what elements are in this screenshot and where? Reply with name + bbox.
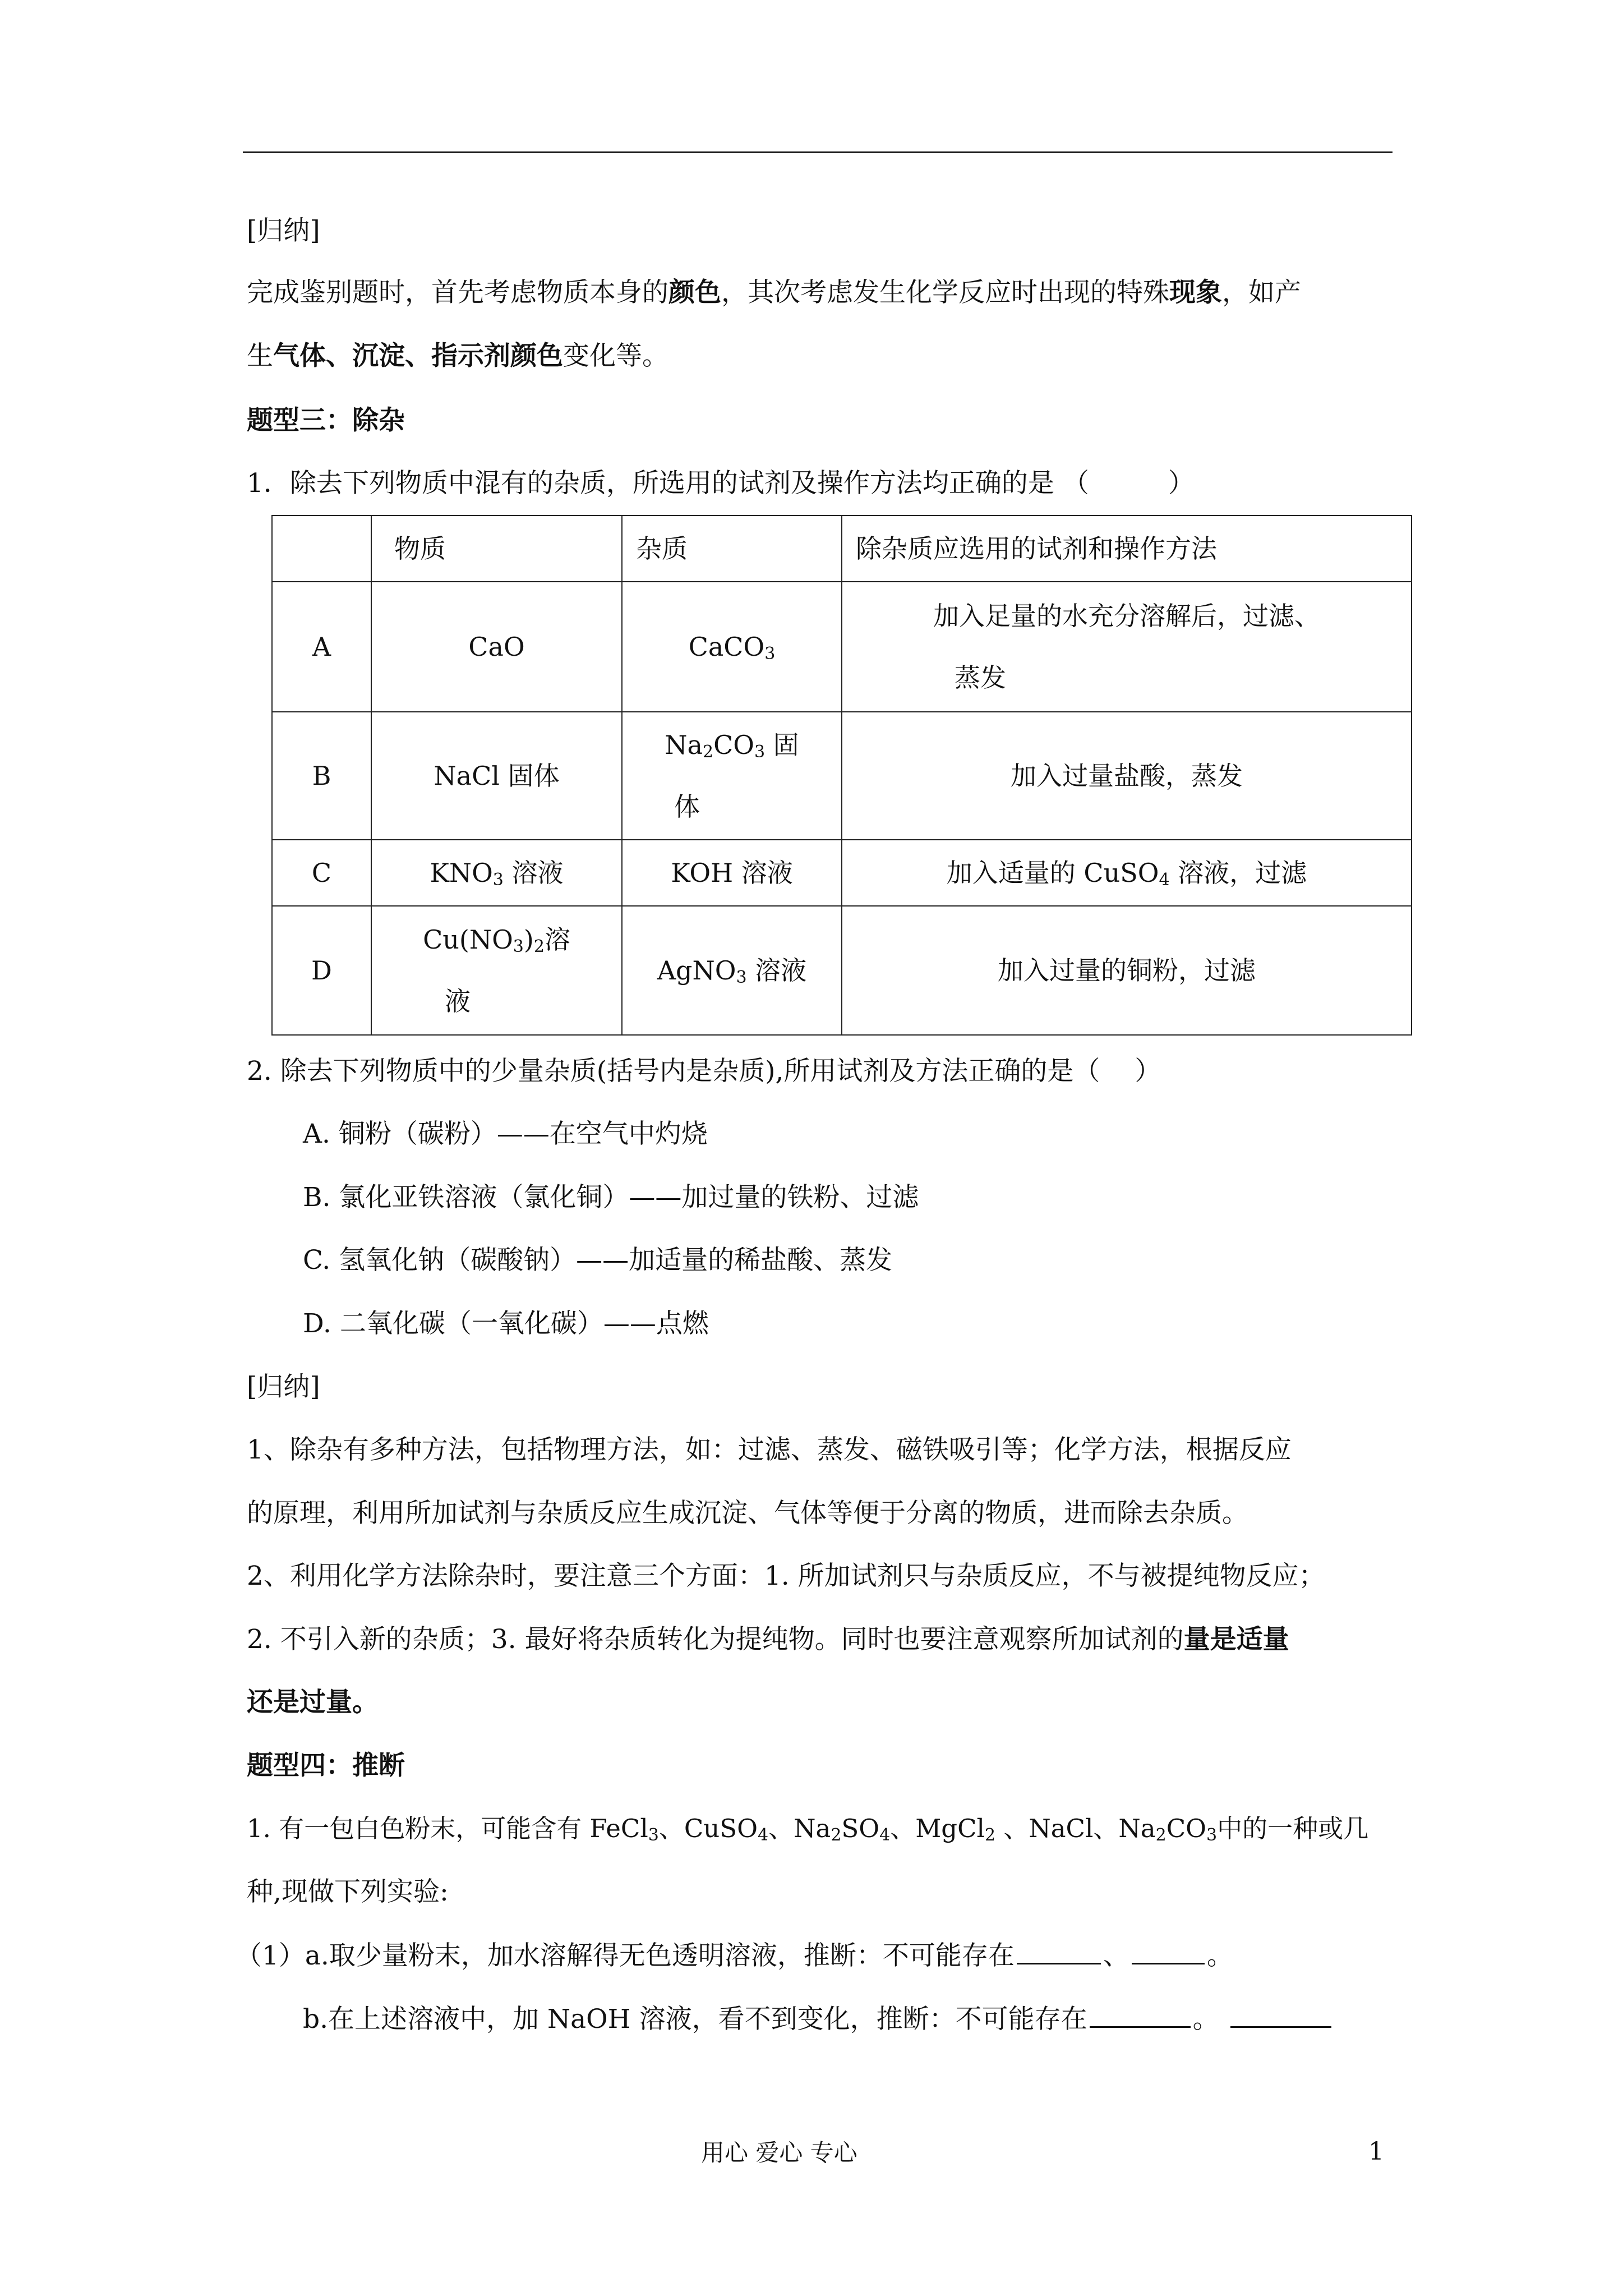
subscript: 4	[758, 1825, 769, 1845]
text-run: CO	[713, 730, 754, 760]
text-run: CaCO	[688, 632, 765, 662]
answer-blank[interactable]	[1230, 2001, 1331, 2028]
summary2-line-3: 2、利用化学方法除杂时，要注意三个方面：1. 所加试剂只与杂质反应，不与被提纯物反应；	[247, 1561, 1325, 1591]
text-run: 、NaCl、Na	[995, 1814, 1156, 1843]
impurity-cell: KOH 溶液	[622, 840, 842, 906]
impurity-cell	[622, 712, 842, 840]
method-line: 加入足量的水充分溶解后，过滤、	[933, 601, 1320, 631]
row-id: B	[272, 712, 371, 840]
bold-run: 颜色	[668, 277, 721, 308]
page-number: 1	[1368, 2137, 1384, 2166]
header-rule	[243, 151, 1393, 153]
answer-blank[interactable]	[1132, 1938, 1205, 1964]
text-run: 加入适量的 CuSO	[946, 858, 1159, 888]
subquestion-b	[303, 2001, 1334, 2036]
subscript: 3	[513, 937, 524, 956]
table-row	[272, 906, 1412, 1035]
question-2: 2. 除去下列物质中的少量杂质(括号内是杂质),所用试剂及方法正确的是（ ）	[247, 1056, 1161, 1087]
subscript: 2	[533, 937, 545, 956]
table-header-cell: 物质	[371, 516, 622, 582]
summary-paragraph-line-1	[247, 276, 1301, 310]
text-run: ，其次考虑发生化学反应时出现的特殊	[721, 277, 1169, 308]
table-header-row	[272, 516, 1412, 582]
impurity-line	[628, 714, 836, 776]
method-cell	[842, 582, 1412, 712]
substance-line	[377, 909, 616, 970]
text-run: b.在上述溶液中，加 NaOH 溶液，看不到变化，推断：不可能存在	[303, 2004, 1087, 2035]
summary2-line-4	[247, 1623, 1289, 1657]
subquestion-a	[236, 1938, 1233, 1973]
text-run: 溶	[544, 924, 570, 955]
text-run: 。	[1192, 2004, 1219, 2035]
impurity-line: 体	[674, 792, 700, 822]
option-b: B. 氯化亚铁溶液（氯化铜）——加过量的铁粉、过滤	[303, 1182, 919, 1213]
footer-motto: 用心 爱心 专心	[701, 2139, 857, 2166]
text-run: )	[523, 924, 534, 955]
table-row	[272, 582, 1412, 712]
text-run: 1. 有一包白色粉末，可能含有 FeCl	[247, 1814, 648, 1843]
table-header-cell	[272, 516, 371, 582]
subscript: 3	[1206, 1825, 1218, 1845]
row-id: A	[272, 582, 371, 712]
subscript: 3	[648, 1825, 659, 1845]
subscript: 3	[492, 870, 504, 890]
text-run: 固	[765, 730, 799, 760]
text-run: 生	[247, 341, 273, 371]
text-run: 。	[1206, 1940, 1233, 1971]
text-run: 、MgCl	[890, 1814, 985, 1843]
impurity-cell	[622, 906, 842, 1035]
method-cell	[842, 840, 1412, 906]
summary-label-2: [归纳]	[247, 1372, 320, 1402]
text-run: 变化等。	[563, 341, 668, 371]
text-run: SO	[841, 1814, 880, 1843]
text-run: 溶液	[746, 955, 807, 986]
text-run: 2. 不引入新的杂质；3. 最好将杂质转化为提纯物。同时也要注意观察所加试剂的	[247, 1624, 1184, 1655]
row-id: C	[272, 840, 371, 906]
subscript: 4	[1159, 870, 1170, 890]
answer-blank[interactable]	[1090, 2001, 1191, 2028]
summary2-line-1: 1、除杂有多种方法，包括物理方法，如：过滤、蒸发、磁铁吸引等；化学方法，根据反应	[247, 1434, 1292, 1465]
text-run: 溶液	[503, 858, 564, 888]
substance-cell: CaO	[371, 582, 622, 712]
text-run: 、Na	[768, 1814, 831, 1843]
substance-cell	[371, 906, 622, 1035]
substance-cell: NaCl 固体	[371, 712, 622, 840]
method-cell: 加入过量盐酸，蒸发	[842, 712, 1412, 840]
text-run: 、CuSO	[658, 1814, 758, 1843]
text-run: 中的一种或几	[1217, 1814, 1369, 1843]
bold-run: 气体、沉淀、指示剂颜色	[273, 341, 563, 371]
table-row	[272, 712, 1412, 840]
text-run: Na	[665, 730, 703, 760]
text-run: ，如产	[1222, 277, 1301, 308]
subscript: 2	[1155, 1825, 1166, 1845]
table-row	[272, 840, 1412, 906]
subscript: 3	[754, 742, 766, 762]
answer-blank[interactable]	[1017, 1938, 1101, 1964]
text-run: （1）a.取少量粉末，加水溶解得无色透明溶液，推断：不可能存在	[236, 1940, 1015, 1971]
text-run: CO	[1166, 1814, 1207, 1843]
subscript: 3	[764, 644, 776, 664]
text-run: AgNO	[657, 955, 736, 986]
summary-label-1: [归纳]	[247, 215, 320, 246]
bold-run: 现象	[1169, 277, 1222, 308]
text-run: 溶液，过滤	[1169, 858, 1307, 888]
summary2-line-5: 还是过量。	[247, 1687, 379, 1718]
option-d: D. 二氧化碳（一氧化碳）——点燃	[303, 1308, 709, 1339]
method-line: 蒸发	[955, 662, 1006, 693]
option-a: A. 铜粉（碳粉）——在空气中灼烧	[303, 1119, 708, 1149]
question-1: 1．除去下列物质中混有的杂质，所选用的试剂及操作方法均正确的是 （ ）	[247, 468, 1195, 499]
summary2-line-2: 的原理，利用所加试剂与杂质反应生成沉淀、气体等便于分离的物质，进而除去杂质。	[247, 1498, 1248, 1529]
text-run: Cu(NO	[423, 924, 513, 955]
text-run: 、	[1103, 1940, 1129, 1971]
section-heading-4: 题型四：推断	[247, 1750, 405, 1781]
subscript: 4	[879, 1825, 891, 1845]
inference-question-line-2: 种,现做下列实验:	[247, 1876, 449, 1907]
option-c: C. 氢氧化钠（碳酸钠）——加适量的稀盐酸、蒸发	[303, 1245, 893, 1276]
text-run: 完成鉴别题时，首先考虑物质本身的	[247, 277, 668, 308]
bold-run: 量是适量	[1183, 1624, 1289, 1655]
subscript: 3	[736, 968, 747, 987]
summary-paragraph-line-2	[247, 339, 668, 373]
table-header-cell: 杂质	[622, 516, 842, 582]
impurity-cell	[622, 582, 842, 712]
table-header-cell: 除杂质应选用的试剂和操作方法	[842, 516, 1412, 582]
subscript: 2	[702, 742, 714, 762]
impurity-table	[271, 515, 1412, 1036]
substance-line: 液	[445, 986, 471, 1016]
row-id: D	[272, 906, 371, 1035]
subscript: 2	[831, 1825, 842, 1845]
subscript: 2	[984, 1825, 996, 1845]
text-run: KNO	[430, 858, 493, 888]
method-cell: 加入过量的铜粉，过滤	[842, 906, 1412, 1035]
inference-question-line-1	[247, 1812, 1368, 1846]
section-heading-3: 题型三：除杂	[247, 405, 405, 436]
substance-cell	[371, 840, 622, 906]
